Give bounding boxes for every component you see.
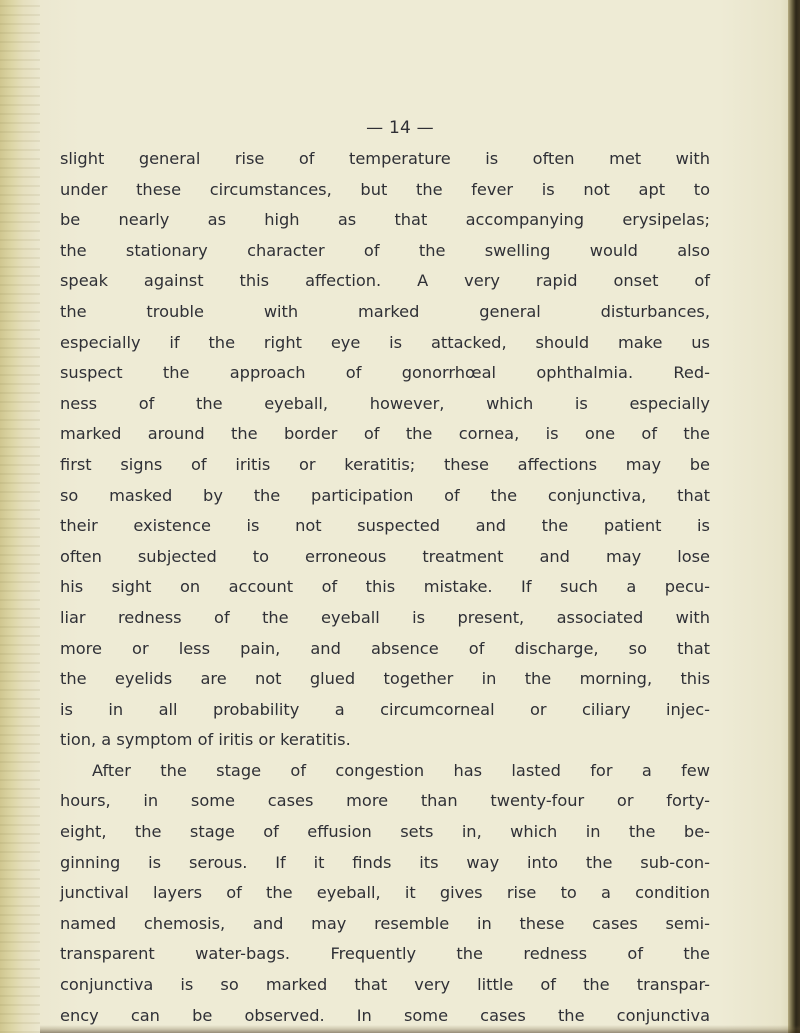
text-line: hours, in some cases more than twenty-four or forty- — [60, 791, 710, 811]
text-line: their existence is not suspected and the patient is — [60, 516, 710, 536]
text-line: so masked by the participation of the conjunctiva, that — [60, 485, 710, 505]
text-line: conjunctiva is so marked that very little of the transpar- — [60, 975, 710, 995]
text-line: is in all probability a circumcorneal or ciliary injec- — [60, 699, 710, 719]
text-line: the eyelids are not glued together in the morning, this — [60, 669, 710, 689]
text-line: speak against this affection. A very rapid onset of — [60, 271, 710, 291]
text-line: eight, the stage of effusion sets in, which in the be- — [60, 822, 710, 842]
body-text — [60, 144, 710, 1031]
text-line: his sight on account of this mistake. If such a pecu- — [60, 577, 710, 597]
text-line: first signs of iritis or keratitis; these affections may be — [60, 454, 710, 474]
text-line: After the stage of congestion has lasted for a few — [92, 760, 710, 780]
text-line: be nearly as high as that accompanying erysipelas; — [60, 210, 710, 230]
text-line: more or less pain, and absence of discharge, so that — [60, 638, 710, 658]
book-binding-edge — [0, 0, 40, 1033]
text-line: under these circumstances, but the fever is not apt to — [60, 179, 710, 199]
page-number: — 14 — — [366, 118, 434, 138]
text-line: often subjected to erroneous treatment and may lose — [60, 546, 710, 566]
text-line: marked around the border of the cornea, is one of the — [60, 424, 710, 444]
text-line: ness of the eyeball, however, which is especially — [60, 393, 710, 413]
text-line: ency can be observed. In some cases the conjunctiva — [60, 1005, 710, 1025]
text-line: junctival layers of the eyeball, it gives rise to a condition — [60, 883, 710, 903]
text-line: suspect the approach of gonorrhœal ophthalmia. Red- — [60, 363, 710, 383]
text-line: slight general rise of temperature is often met with — [60, 149, 710, 168]
page-edge-shadow — [788, 0, 800, 1033]
text-line: ginning is serous. If it finds its way into the sub-con- — [60, 852, 710, 872]
text-line: named chemosis, and may resemble in these cases semi- — [60, 913, 710, 933]
text-line: the stationary character of the swelling would also — [60, 240, 710, 260]
text-line: especially if the right eye is attacked, should make us — [60, 332, 710, 352]
text-line: tion, a symptom of iritis or keratitis. — [60, 730, 351, 750]
text-line: transparent water-bags. Frequently the redness of the — [60, 944, 710, 964]
text-line: liar redness of the eyeball is present, associated with — [60, 607, 710, 627]
text-line: the trouble with marked general disturbances, — [60, 301, 710, 321]
